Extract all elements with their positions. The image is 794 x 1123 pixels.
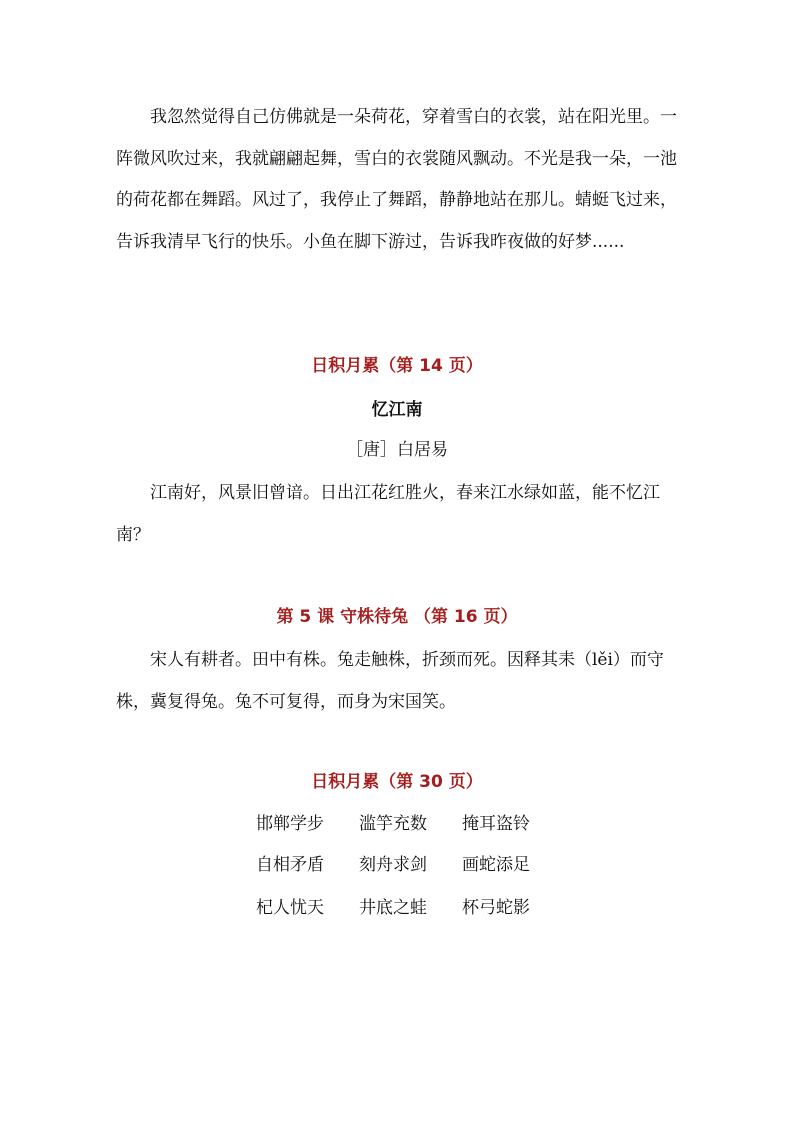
idiom: 邯郸学步 xyxy=(256,814,324,834)
poem-title: 忆江南 xyxy=(371,400,423,420)
poem-author: ［唐］白居易 xyxy=(346,440,448,460)
poem-text: 江南好，风景旧曾谙。日出江花红胜火，春来江水绿如蓝，能不忆江南？ xyxy=(116,483,660,545)
idiom: 杞人忧天 xyxy=(256,898,324,918)
idiom: 画蛇添足 xyxy=(462,855,530,875)
lotus-passage: 我忽然觉得自己仿佛就是一朵荷花，穿着雪白的衣裳，站在阳光里。一阵微风吹过来，我就翩翩起舞，雪白的衣裳随风飘动。不光是我一朵，一池的荷花都在舞蹈。风过了，我停止了舞蹈，静静地站在那儿。蜻蜓飞过来，告诉我清早飞行的快乐。小鱼在脚下游过，告诉我昨夜做的好梦...... xyxy=(116,107,677,252)
idiom: 杯弓蛇影 xyxy=(462,898,530,918)
section-heading-lesson-5: 第 5 课 守株待兔 （第 16 页） xyxy=(276,607,518,627)
idiom: 刻舟求剑 xyxy=(359,855,427,875)
idiom: 自相矛盾 xyxy=(256,855,324,875)
idiom: 滥竽充数 xyxy=(359,814,427,834)
idiom: 井底之蛙 xyxy=(359,898,427,918)
section-heading-accumulation-30: 日积月累（第 30 页） xyxy=(311,772,483,792)
idiom-row xyxy=(256,812,565,836)
section-heading-accumulation-14: 日积月累（第 14 页） xyxy=(311,356,483,376)
idiom-row xyxy=(256,896,565,920)
lesson-text: 宋人有耕者。田中有株。兔走触株，折颈而死。因释其耒（lěi）而守株，冀复得兔。兔不可复得，而身为宋国笑。 xyxy=(116,650,664,712)
idiom-row xyxy=(256,853,565,877)
idiom: 掩耳盗铃 xyxy=(462,814,530,834)
